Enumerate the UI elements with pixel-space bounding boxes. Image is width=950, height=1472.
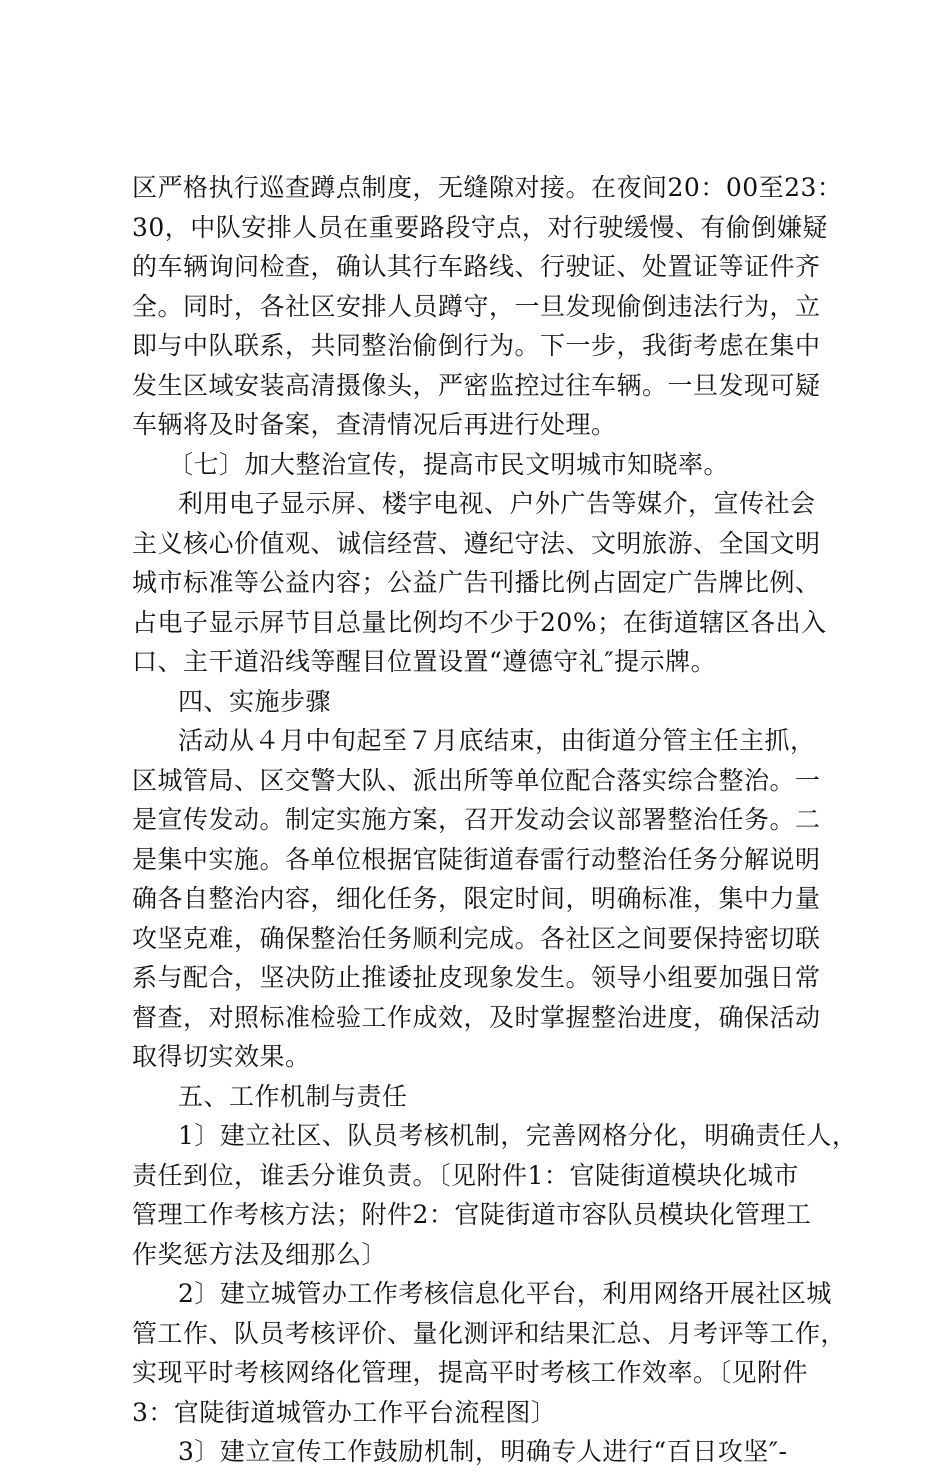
paragraph-line: 管理工作考核方法；附件2：官陡街道市容队员模块化管理工	[132, 1200, 812, 1229]
paragraph-line: 主义核心价值观、诚信经营、遵纪守法、文明旅游、全国文明	[132, 528, 821, 558]
paragraph-line: 责任到位，谁丢分谁负责。〔见附件1：官陡街道模块化城市	[132, 1160, 799, 1190]
section-heading: 〔七〕加大整治宣传，提高市民文明城市知晓率。	[168, 449, 730, 479]
paragraph-line: 系与配合，坚决防止推诿扯皮现象发生。领导小组要加强日常	[132, 963, 821, 992]
paragraph-line: 2〕建立城管办工作考核信息化平台，利用网络开展社区城	[178, 1279, 832, 1308]
paragraph-line: 区严格执行巡查蹲点制度，无缝隙对接。在夜间20：00至23：	[132, 173, 843, 202]
section-heading: 四、实施步骤	[178, 686, 332, 716]
section-heading: 五、工作机制与责任	[178, 1081, 408, 1111]
paragraph-line: 实现平时考核网络化管理，提高平时考核工作效率。〔见附件	[132, 1358, 809, 1387]
document-body	[132, 168, 858, 1472]
paragraph-line: 3〕建立宣传工作鼓励机制，明确专人进行“百日攻坚″-	[178, 1437, 788, 1466]
paragraph-line: 取得切实效果。	[132, 1042, 311, 1071]
paragraph-line: 活动从４月中旬起至７月底结束，由街道分管主任主抓，	[178, 726, 816, 755]
paragraph-line: 利用电子显示屏、楼宇电视、户外广告等媒介，宣传社会	[178, 489, 816, 518]
paragraph-line: 督查，对照标准检验工作成效，及时掌握整治进度，确保活动	[132, 1002, 821, 1032]
paragraph-line: 3：官陡街道城管办工作平台流程图〕	[132, 1397, 557, 1427]
paragraph-line: 占电子显示屏节目总量比例均不少于20%；在街道辖区各出入	[132, 607, 827, 637]
paragraph-line: 管工作、队员考核评价、量化测评和结果汇总、月考评等工作，	[132, 1318, 847, 1348]
paragraph-line: 30，中队安排人员在重要路段守点，对行驶缓慢、有偷倒嫌疑	[132, 212, 828, 242]
paragraph-line: 作奖惩方法及细那么〕	[132, 1239, 388, 1269]
paragraph-line: 发生区域安装高清摄像头，严密监控过往车辆。一旦发现可疑	[132, 370, 821, 400]
paragraph-line: 区城管局、区交警大队、派出所等单位配合落实综合整治。一	[132, 765, 821, 795]
paragraph-line: 车辆将及时备案，查清情况后再进行处理。	[132, 410, 617, 439]
paragraph-line: 确各自整治内容，细化任务，限定时间，明确标准，集中力量	[132, 884, 821, 913]
paragraph-line: 1〕建立社区、队员考核机制，完善网格分化，明确责任人，	[178, 1121, 858, 1150]
paragraph-line: 口、主干道沿线等醒目位置设置“遵德守礼″提示牌。	[132, 647, 717, 676]
paragraph-line: 的车辆询问检查，确认其行车路线、行驶证、处置证等证件齐	[132, 252, 821, 281]
paragraph-line: 全。同时，各社区安排人员蹲守，一旦发现偷倒违法行为，立	[132, 291, 821, 321]
paragraph-line: 攻坚克难，确保整治任务顺利完成。各社区之间要保持密切联	[132, 923, 821, 953]
paragraph-line: 城市标准等公益内容；公益广告刊播比例占固定广告牌比例、	[132, 568, 821, 597]
paragraph-line: 是宣传发动。制定实施方案，召开发动会议部署整治任务。二	[132, 805, 821, 834]
paragraph-line: 即与中队联系，共同整治偷倒行为。下一步，我街考虑在集中	[132, 331, 821, 360]
paragraph-line: 是集中实施。各单位根据官陡街道春雷行动整治任务分解说明	[132, 844, 821, 874]
